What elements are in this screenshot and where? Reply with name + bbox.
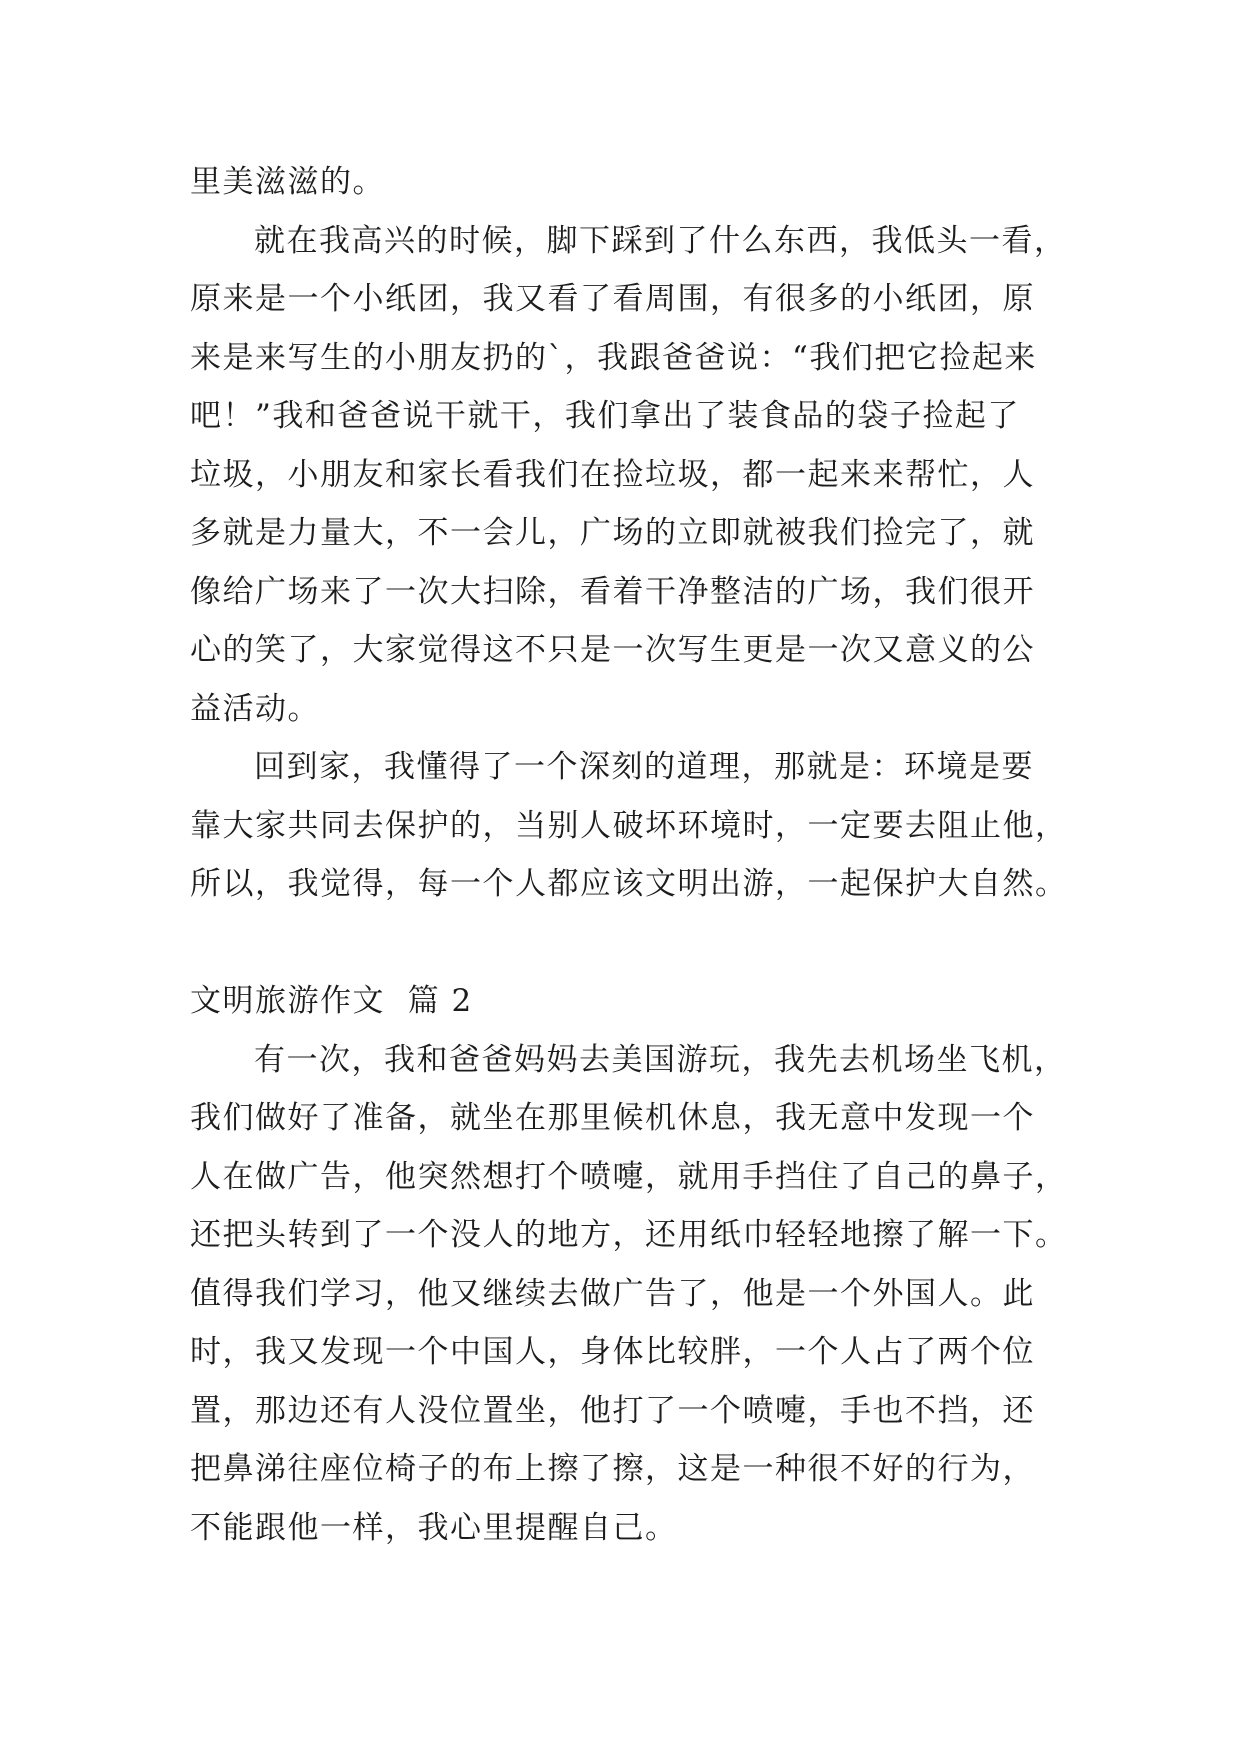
text-line: 值得我们学习，他又继续去做广告了，他是一个外国人。此	[190, 1275, 1035, 1312]
text-line: 益活动。	[190, 690, 320, 727]
text-line: 还把头转到了一个没人的地方，还用纸巾轻轻地擦了解一下。	[190, 1217, 1068, 1253]
text-line: 来是来写生的小朋友扔的`，我跟爸爸说：“我们把它捡起来	[190, 339, 1037, 376]
text-line: 多就是力量大，不一会儿，广场的立即就被我们捡完了，就	[190, 515, 1035, 551]
text-line: 垃圾，小朋友和家长看我们在捡垃圾，都一起来来帮忙，人	[190, 456, 1035, 493]
paragraph	[190, 738, 1070, 914]
text-line: 里美滋滋的。	[190, 164, 385, 200]
text-line: 像给广场来了一次大扫除，看着干净整洁的广场，我们很开	[190, 573, 1035, 610]
text-line: 有一次，我和爸爸妈妈去美国游玩，我先去机场坐飞机，	[254, 1041, 1067, 1078]
paragraph	[190, 1031, 1070, 1558]
text-line: 置，那边还有人没位置坐，他打了一个喷嚏，手也不挡，还	[190, 1392, 1035, 1429]
text-line: 吧！”我和爸爸说干就干，我们拿出了装食品的袋子捡起了	[190, 398, 1020, 434]
text-line: 人在做广告，他突然想打个喷嚏，就用手挡住了自己的鼻子，	[190, 1158, 1068, 1195]
text-line: 心的笑了，大家觉得这不只是一次写生更是一次又意义的公	[190, 632, 1035, 668]
text-line: 回到家，我懂得了一个深刻的道理，那就是：环境是要	[254, 749, 1034, 785]
paragraph	[190, 212, 1070, 739]
text-line: 我们做好了准备，就坐在那里候机休息，我无意中发现一个	[190, 1100, 1035, 1136]
text-line: 时，我又发现一个中国人，身体比较胖，一个人占了两个位	[190, 1334, 1035, 1370]
section-spacer	[190, 914, 1070, 973]
section-heading: 文明旅游作文 篇 2	[190, 983, 473, 1019]
text-line: 靠大家共同去保护的，当别人破坏环境时，一定要去阻止他，	[190, 807, 1068, 844]
text-line: 原来是一个小纸团，我又看了看周围，有很多的小纸团，原	[190, 281, 1035, 317]
text-line: 不能跟他一样，我心里提醒自己。	[190, 1509, 678, 1546]
text-line: 所以，我觉得，每一个人都应该文明出游，一起保护大自然。	[190, 866, 1068, 902]
document-body	[190, 153, 1070, 1557]
text-line: 就在我高兴的时候，脚下踩到了什么东西，我低头一看，	[254, 222, 1067, 259]
text-line: 把鼻涕往座位椅子的布上擦了擦，这是一种很不好的行为，	[190, 1451, 1035, 1487]
paragraph	[190, 153, 1070, 212]
